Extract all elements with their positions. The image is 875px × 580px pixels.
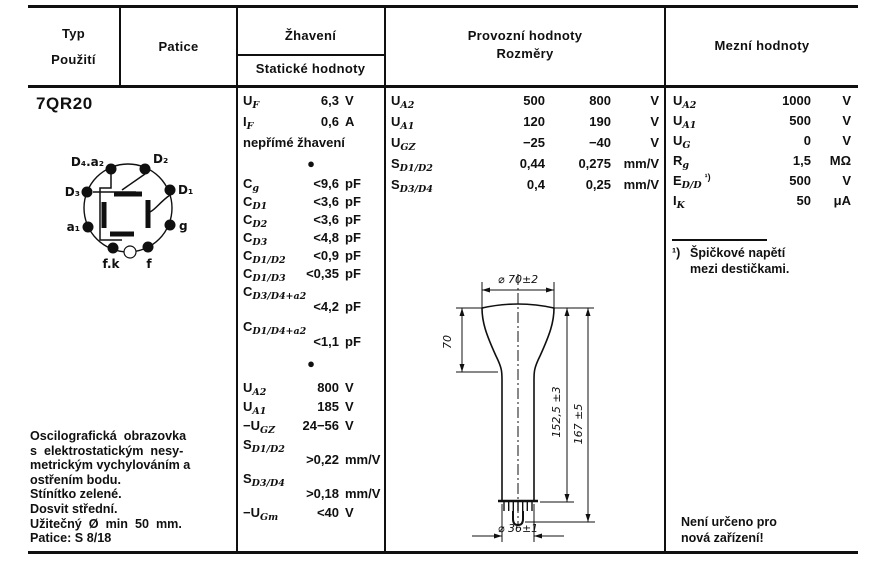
param-symbol: $I_K$ bbox=[673, 193, 685, 211]
socket-circle bbox=[84, 164, 172, 252]
description-line: metrickým vychylováním a bbox=[30, 458, 191, 473]
param-value: 1,5 bbox=[792, 153, 811, 168]
param-symbol: $U_{A1}$ bbox=[673, 113, 697, 131]
param-symbol: $C_{D1/D2}$ bbox=[243, 248, 286, 266]
separator-bullet: ● bbox=[307, 156, 315, 171]
param-unit: pF bbox=[345, 248, 361, 263]
param-unit: pF bbox=[345, 230, 361, 245]
param-unit: V bbox=[842, 133, 851, 148]
operating-row-ua2 bbox=[391, 93, 659, 114]
tube-type-name: 7QR20 bbox=[36, 94, 93, 113]
separator-bullet: ● bbox=[307, 356, 315, 371]
limit-row-edd bbox=[673, 173, 851, 193]
pin-label-g: g bbox=[179, 219, 188, 233]
crt-dimension-drawing bbox=[398, 264, 648, 548]
static-row-cd2 bbox=[243, 212, 379, 230]
param-value-2: −40 bbox=[588, 135, 611, 150]
header-operating-line1: Provozní hodnoty bbox=[467, 28, 583, 43]
param-unit: pF bbox=[345, 176, 361, 191]
param-value: >0,22 bbox=[306, 452, 339, 467]
param-symbol: $U_{A2}$ bbox=[391, 93, 415, 111]
dim-label-base-diameter: ⌀ 36±1 bbox=[497, 522, 539, 535]
footnote-text-line2: mezi destičkami. bbox=[690, 261, 790, 276]
param-symbol: $C_{D1}$ bbox=[243, 194, 268, 212]
operating-values-column bbox=[391, 93, 659, 198]
param-unit: V bbox=[842, 113, 851, 128]
param-unit: V bbox=[842, 93, 851, 108]
param-symbol: $S_{D1/D2}$ bbox=[391, 156, 433, 174]
description-line: Stínítko zelené. bbox=[30, 487, 122, 502]
pin-dots bbox=[82, 164, 176, 254]
param-value: <40 bbox=[316, 505, 339, 520]
param-value: <0,35 bbox=[306, 266, 339, 281]
param-value: <3,6 bbox=[313, 212, 339, 227]
operating-row-sd1d2 bbox=[391, 156, 659, 177]
divider-static-operating bbox=[384, 8, 386, 551]
param-symbol: $-U_{GZ}$ bbox=[243, 418, 276, 436]
param-value-2: 0,25 bbox=[585, 177, 611, 192]
description-line: Oscilografická obrazovka bbox=[30, 429, 187, 443]
static-row-heating-type: nepřímé žhavení bbox=[243, 135, 345, 150]
static-row-cd1d2 bbox=[243, 248, 379, 266]
limit-row-ik bbox=[673, 193, 851, 213]
param-value-1: 0,44 bbox=[519, 156, 545, 171]
param-unit: V bbox=[650, 114, 659, 129]
param-value: <4,8 bbox=[313, 230, 339, 245]
pin-label-d3: D₃ bbox=[64, 185, 80, 199]
header-type-line2: Použití bbox=[51, 52, 96, 67]
param-unit: MΩ bbox=[829, 153, 851, 168]
param-value: <1,1 bbox=[313, 334, 339, 349]
header-socket: Patice bbox=[158, 39, 199, 54]
note-line2: nová zařízení! bbox=[681, 530, 764, 545]
param-value-1: −25 bbox=[522, 135, 545, 150]
description-line: s elektrostatickým nesy- bbox=[30, 443, 184, 458]
static-row-ua2 bbox=[243, 380, 379, 399]
footnote-marker: ¹) bbox=[672, 246, 681, 260]
dimension-left bbox=[456, 308, 498, 372]
param-symbol: $I_F$ bbox=[243, 114, 254, 132]
param-unit: μA bbox=[833, 193, 851, 208]
param-value: 24−56 bbox=[302, 418, 339, 433]
param-unit: V bbox=[345, 380, 354, 395]
pin-label-fk: f.k bbox=[102, 257, 120, 271]
param-unit: V bbox=[345, 505, 354, 520]
pin-label-a1: a₁ bbox=[66, 220, 80, 234]
static-row-cd1d3 bbox=[243, 266, 379, 284]
footnote-text-line1: Špičkové napětí bbox=[690, 246, 786, 260]
param-symbol: $-U_{Gm}$ bbox=[243, 505, 279, 523]
static-row-cg bbox=[243, 176, 379, 194]
param-unit: V bbox=[345, 93, 354, 108]
limit-row-ug bbox=[673, 133, 851, 153]
description-line: ostřením bodu. bbox=[30, 472, 121, 487]
param-unit: V bbox=[650, 93, 659, 108]
pin-label-f: f bbox=[146, 257, 152, 271]
param-symbol: $C_{D3}$ bbox=[243, 230, 268, 248]
static-row-ua1 bbox=[243, 399, 379, 418]
param-symbol: $C_{D3/D4+a2}$ bbox=[243, 284, 307, 302]
description-line: Dosvit střední. bbox=[30, 501, 118, 516]
param-value-2: 800 bbox=[589, 93, 611, 108]
dim-label-length-outer: 167 ±5 bbox=[572, 403, 585, 445]
table-rule-top bbox=[28, 5, 858, 8]
param-unit: mm/V bbox=[345, 486, 381, 501]
param-symbol: $C_g$ bbox=[243, 176, 260, 194]
param-symbol: $C_{D2}$ bbox=[243, 212, 268, 230]
header-limits: Mezní hodnoty bbox=[714, 38, 810, 53]
param-value: <0,9 bbox=[313, 248, 339, 263]
param-value: <9,6 bbox=[313, 176, 339, 191]
param-unit: pF bbox=[345, 334, 361, 349]
param-value: 0,6 bbox=[320, 114, 339, 129]
table-rule-header-bottom bbox=[28, 85, 858, 88]
param-symbol: $U_F$ bbox=[243, 93, 260, 111]
obsolescence-note bbox=[681, 515, 777, 546]
footnote-reference: ¹) bbox=[704, 171, 711, 182]
static-row-sd1d2 bbox=[243, 437, 379, 467]
static-row-sd3d4 bbox=[243, 471, 379, 501]
param-value-2: 0,275 bbox=[578, 156, 611, 171]
divider-socket-static bbox=[236, 8, 238, 551]
divider-heating-static bbox=[237, 54, 385, 56]
socket-key-notch bbox=[124, 246, 136, 258]
static-row-uf bbox=[243, 93, 379, 114]
param-symbol: $U_{A1}$ bbox=[391, 114, 415, 132]
static-row-ugz bbox=[243, 418, 379, 437]
param-value-2: 190 bbox=[589, 114, 611, 129]
param-value: 185 bbox=[317, 399, 339, 414]
param-value: 50 bbox=[796, 193, 811, 208]
param-value: 6,3 bbox=[320, 93, 339, 108]
header-operating-line2: Rozměry bbox=[496, 46, 554, 61]
param-value: 500 bbox=[789, 173, 811, 188]
param-symbol: $S_{D1/D2}$ bbox=[243, 437, 285, 455]
static-row-if bbox=[243, 114, 379, 135]
limit-row-ua2 bbox=[673, 93, 851, 113]
limit-row-rg bbox=[673, 153, 851, 173]
note-line1: Není určeno pro bbox=[681, 515, 777, 529]
static-row-ugm bbox=[243, 505, 379, 525]
param-symbol: $C_{D1/D3}$ bbox=[243, 266, 286, 284]
table-rule-bottom bbox=[28, 551, 858, 554]
static-row-cd3 bbox=[243, 230, 379, 248]
operating-row-sd3d4 bbox=[391, 177, 659, 198]
base-pins bbox=[504, 502, 532, 511]
dim-label-screen-diameter: ⌀ 70±2 bbox=[497, 273, 539, 286]
param-value-1: 500 bbox=[523, 93, 545, 108]
param-unit: V bbox=[842, 173, 851, 188]
static-values-column bbox=[243, 93, 379, 525]
header-type-line1: Typ bbox=[61, 26, 86, 41]
footnote-rule bbox=[672, 239, 767, 241]
param-value: 800 bbox=[317, 380, 339, 395]
param-symbol: $E_{D/D}^{^1)}$ bbox=[673, 171, 711, 191]
header-heating: Žhavení bbox=[284, 28, 337, 43]
operating-row-ugz bbox=[391, 135, 659, 156]
description-line: Užitečný Ø min 50 mm. bbox=[30, 516, 182, 531]
footnote bbox=[672, 246, 844, 277]
param-symbol: $S_{D3/D4}$ bbox=[243, 471, 285, 489]
pin-label-d4a2: D₄.a₂ bbox=[70, 155, 104, 169]
param-unit: mm/V bbox=[345, 452, 381, 467]
description-line: Patice: S 8/18 bbox=[30, 531, 112, 546]
param-unit: A bbox=[345, 114, 355, 129]
param-unit: pF bbox=[345, 299, 361, 314]
param-value: <3,6 bbox=[313, 194, 339, 209]
param-unit: pF bbox=[345, 212, 361, 227]
limit-values-column bbox=[673, 93, 851, 213]
static-row-cd1 bbox=[243, 194, 379, 212]
param-unit: V bbox=[650, 135, 659, 150]
deflection-plates-symbol bbox=[104, 194, 148, 234]
param-unit: pF bbox=[345, 194, 361, 209]
param-unit: V bbox=[345, 418, 354, 433]
static-row-cd3d4a2 bbox=[243, 284, 379, 314]
divider-operating-limits bbox=[664, 8, 666, 551]
param-symbol: $U_G$ bbox=[673, 133, 691, 151]
param-symbol: $S_{D3/D4}$ bbox=[391, 177, 433, 195]
param-value: 1000 bbox=[782, 93, 811, 108]
tube-description bbox=[30, 429, 235, 546]
operating-row-ua1 bbox=[391, 114, 659, 135]
param-value-1: 120 bbox=[523, 114, 545, 129]
static-row-cd1d4a2 bbox=[243, 319, 379, 349]
param-value: 500 bbox=[789, 113, 811, 128]
param-symbol: $U_{A2}$ bbox=[243, 380, 267, 398]
param-unit: V bbox=[345, 399, 354, 414]
param-value: >0,18 bbox=[306, 486, 339, 501]
param-unit: pF bbox=[345, 266, 361, 281]
dim-label-flare-height: 70 bbox=[441, 335, 454, 349]
pin-label-d2: D₂ bbox=[153, 152, 169, 166]
socket-pinout-diagram bbox=[38, 142, 223, 277]
limit-row-ua1 bbox=[673, 113, 851, 133]
header-static-values: Statické hodnoty bbox=[255, 61, 366, 76]
param-value: <4,2 bbox=[313, 299, 339, 314]
param-symbol: $C_{D1/D4+a2}$ bbox=[243, 319, 307, 337]
param-symbol: $U_{A2}$ bbox=[673, 93, 697, 111]
param-unit: mm/V bbox=[623, 177, 659, 192]
pin-label-d1: D₁ bbox=[178, 183, 194, 197]
param-symbol: $U_{GZ}$ bbox=[391, 135, 416, 153]
param-value-1: 0,4 bbox=[526, 177, 545, 192]
param-value: 0 bbox=[803, 133, 811, 148]
param-symbol: $U_{A1}$ bbox=[243, 399, 267, 417]
dim-label-length-inner: 152,5 ±3 bbox=[550, 386, 563, 438]
param-symbol: $R_g$ bbox=[673, 153, 690, 171]
param-unit: mm/V bbox=[623, 156, 659, 171]
